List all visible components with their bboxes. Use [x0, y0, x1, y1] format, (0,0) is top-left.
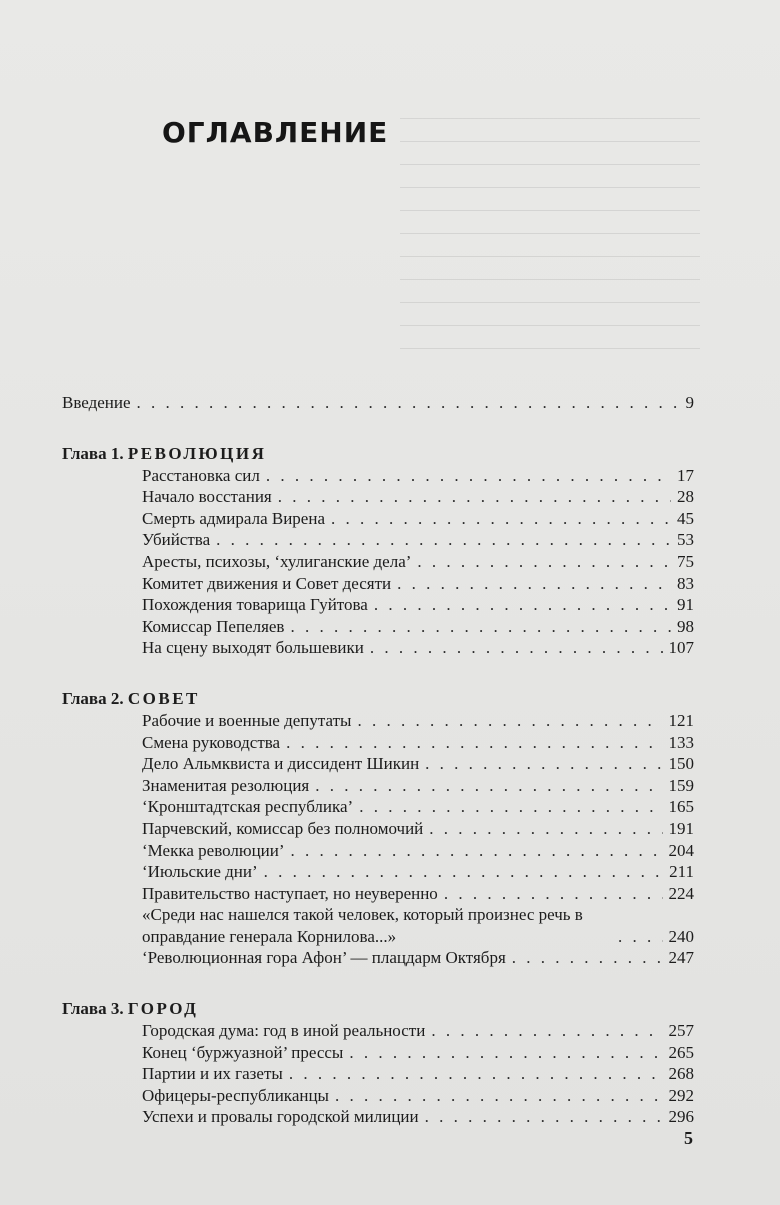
leader-dots: [315, 775, 662, 797]
toc-entry-label: Конец ‘буржуазной’ прессы: [142, 1042, 344, 1062]
toc-entry[interactable]: [142, 861, 694, 883]
toc-entry-page: 53: [677, 530, 694, 550]
toc-entry-label: Офицеры-республиканцы: [142, 1085, 329, 1105]
toc-entry[interactable]: [142, 904, 694, 947]
toc-entry-label: Дело Альмквиста и диссидент Шикин: [142, 754, 420, 774]
toc-entry[interactable]: [142, 508, 694, 530]
toc-entry[interactable]: [142, 1106, 694, 1128]
leader-dots: [374, 594, 671, 616]
leader-dots: [335, 1085, 663, 1107]
toc-entry-page: 91: [677, 595, 694, 615]
toc-entry-label: Смерть адмирала Вирена: [142, 508, 325, 528]
toc-entry-label: «Среди нас нашелся такой человек, который произнес речь в оправдание генерала Корнилова...»: [142, 905, 583, 946]
chapter-prefix: Глава 1.: [62, 443, 124, 463]
toc-entry-page: 268: [668, 1064, 694, 1084]
toc-entry-page: 204: [668, 840, 694, 860]
toc-entry-page: 159: [668, 775, 694, 795]
toc-entry-page: 28: [677, 487, 694, 507]
leader-dots: [417, 551, 671, 573]
toc-entry-page: 247: [668, 948, 694, 968]
leader-dots: [290, 616, 671, 638]
toc-entry-label: Парчевский, комиссар без полномочий: [142, 818, 424, 838]
toc-entry-page: 98: [677, 616, 694, 636]
chapter-name: ГОРОД: [127, 999, 199, 1019]
toc-entry-label: Знаменитая резолюция: [142, 775, 310, 795]
toc-entry[interactable]: [142, 753, 694, 775]
leader-dots: [359, 796, 662, 818]
toc-entry-label: ‘Мекка революции’: [142, 840, 285, 860]
toc-entry-label: ‘Революционная гора Афон’ — плацдарм Октября: [142, 948, 506, 968]
toc-entry-label: Аресты, психозы, ‘хулиганские дела’: [142, 551, 412, 571]
toc-entry-page: 240: [668, 926, 694, 946]
leader-dots: [425, 753, 662, 775]
leader-dots: [444, 883, 663, 905]
leader-dots: [278, 486, 671, 508]
toc-entry-page: 224: [668, 883, 694, 903]
toc-entry-page: 133: [668, 732, 694, 752]
toc-entry-page: 257: [668, 1021, 694, 1041]
toc-entry-label: Введение: [62, 393, 131, 412]
toc-entry-label: Убийства: [142, 530, 211, 550]
leader-dots: [291, 840, 663, 862]
toc-entry[interactable]: [142, 1063, 694, 1085]
toc-entry-page: 75: [677, 551, 694, 571]
toc-entry-page: 211: [669, 862, 694, 882]
toc-entry-label: ‘Кронштадтская республика’: [142, 797, 354, 817]
leader-dots: [264, 861, 663, 883]
toc-entry-label: Расстановка сил: [142, 465, 260, 485]
toc-entry-label: Правительство наступает, но неуверенно: [142, 883, 438, 903]
toc-entry[interactable]: [142, 710, 694, 732]
leader-dots: [266, 465, 671, 487]
toc-entry[interactable]: [142, 1042, 694, 1064]
toc-entry-page: 121: [668, 710, 694, 730]
toc-entry[interactable]: [142, 775, 694, 797]
chapter-name: СОВЕТ: [127, 688, 200, 708]
leader-dots: [512, 947, 663, 969]
chapter-heading-2: [62, 688, 694, 710]
toc-entry[interactable]: [142, 529, 694, 551]
toc-entry[interactable]: [142, 637, 694, 659]
toc-entry[interactable]: [142, 616, 694, 638]
toc-entry[interactable]: [142, 947, 694, 969]
toc-entry[interactable]: [142, 594, 694, 616]
toc-entry[interactable]: [142, 732, 694, 754]
chapter-prefix: Глава 3.: [62, 999, 124, 1019]
toc-entry-label: Партии и их газеты: [142, 1064, 283, 1084]
toc-entry[interactable]: [142, 573, 694, 595]
toc-entry[interactable]: [142, 465, 694, 487]
leader-dots: [349, 1042, 662, 1064]
toc-entry-label: Начало восстания: [142, 487, 272, 507]
toc-entry-page: 296: [668, 1107, 694, 1127]
toc-entry[interactable]: [142, 1020, 694, 1042]
toc-entry-label: Комитет движения и Совет десяти: [142, 573, 392, 593]
toc-entry[interactable]: [142, 818, 694, 840]
toc-entry-label: Успехи и провалы городской милиции: [142, 1107, 419, 1127]
toc-entry-label: Городская дума: год в иной реальности: [142, 1021, 426, 1041]
toc-entry-page: 45: [677, 508, 694, 528]
toc-entry[interactable]: [142, 883, 694, 905]
toc-entry-page: 265: [668, 1042, 694, 1062]
chapter-heading-3: [62, 998, 694, 1020]
toc-entry[interactable]: [142, 796, 694, 818]
chapter-name: РЕВОЛЮЦИЯ: [127, 443, 267, 463]
toc-entry-label: Комиссар Пепеляев: [142, 616, 285, 636]
toc-entry-intro[interactable]: [62, 392, 694, 414]
toc-entry-label: Похождения товарища Гуйтова: [142, 595, 368, 615]
chapter-heading-1: [62, 443, 694, 465]
leader-dots: [431, 1020, 662, 1042]
table-of-contents: [62, 392, 694, 1128]
toc-entry-page: 191: [668, 818, 694, 838]
leader-dots: [216, 529, 671, 551]
chapter-prefix: Глава 2.: [62, 688, 124, 708]
leader-dots: [286, 732, 662, 754]
toc-entry-label: ‘Июльские дни’: [142, 862, 258, 882]
leader-dots: [289, 1063, 663, 1085]
leader-dots: [370, 637, 663, 659]
toc-entry[interactable]: [142, 551, 694, 573]
toc-entry[interactable]: [142, 486, 694, 508]
page-title: ОГЛАВЛЕНИЕ: [162, 116, 389, 149]
toc-entry-page: 83: [677, 573, 694, 593]
page-number: 5: [684, 1128, 693, 1148]
bleed-through-text: [400, 118, 700, 388]
leader-dots: [618, 926, 663, 948]
toc-entry-page: 150: [668, 754, 694, 774]
leader-dots: [137, 392, 680, 414]
toc-entry-label: Смена руководства: [142, 732, 281, 752]
toc-entry-page: 9: [685, 393, 694, 412]
toc-entry[interactable]: [142, 840, 694, 862]
toc-entry[interactable]: [142, 1085, 694, 1107]
leader-dots: [357, 710, 662, 732]
leader-dots: [397, 573, 671, 595]
toc-entry-page: 17: [677, 465, 694, 485]
toc-entry-page: 292: [668, 1085, 694, 1105]
toc-entry-page: 165: [668, 797, 694, 817]
leader-dots: [331, 508, 671, 530]
leader-dots: [425, 1106, 663, 1128]
toc-entry-label: Рабочие и военные депутаты: [142, 710, 352, 730]
toc-entry-label: На сцену выходят большевики: [142, 638, 364, 658]
toc-entry-page: 107: [668, 638, 694, 658]
leader-dots: [429, 818, 662, 840]
